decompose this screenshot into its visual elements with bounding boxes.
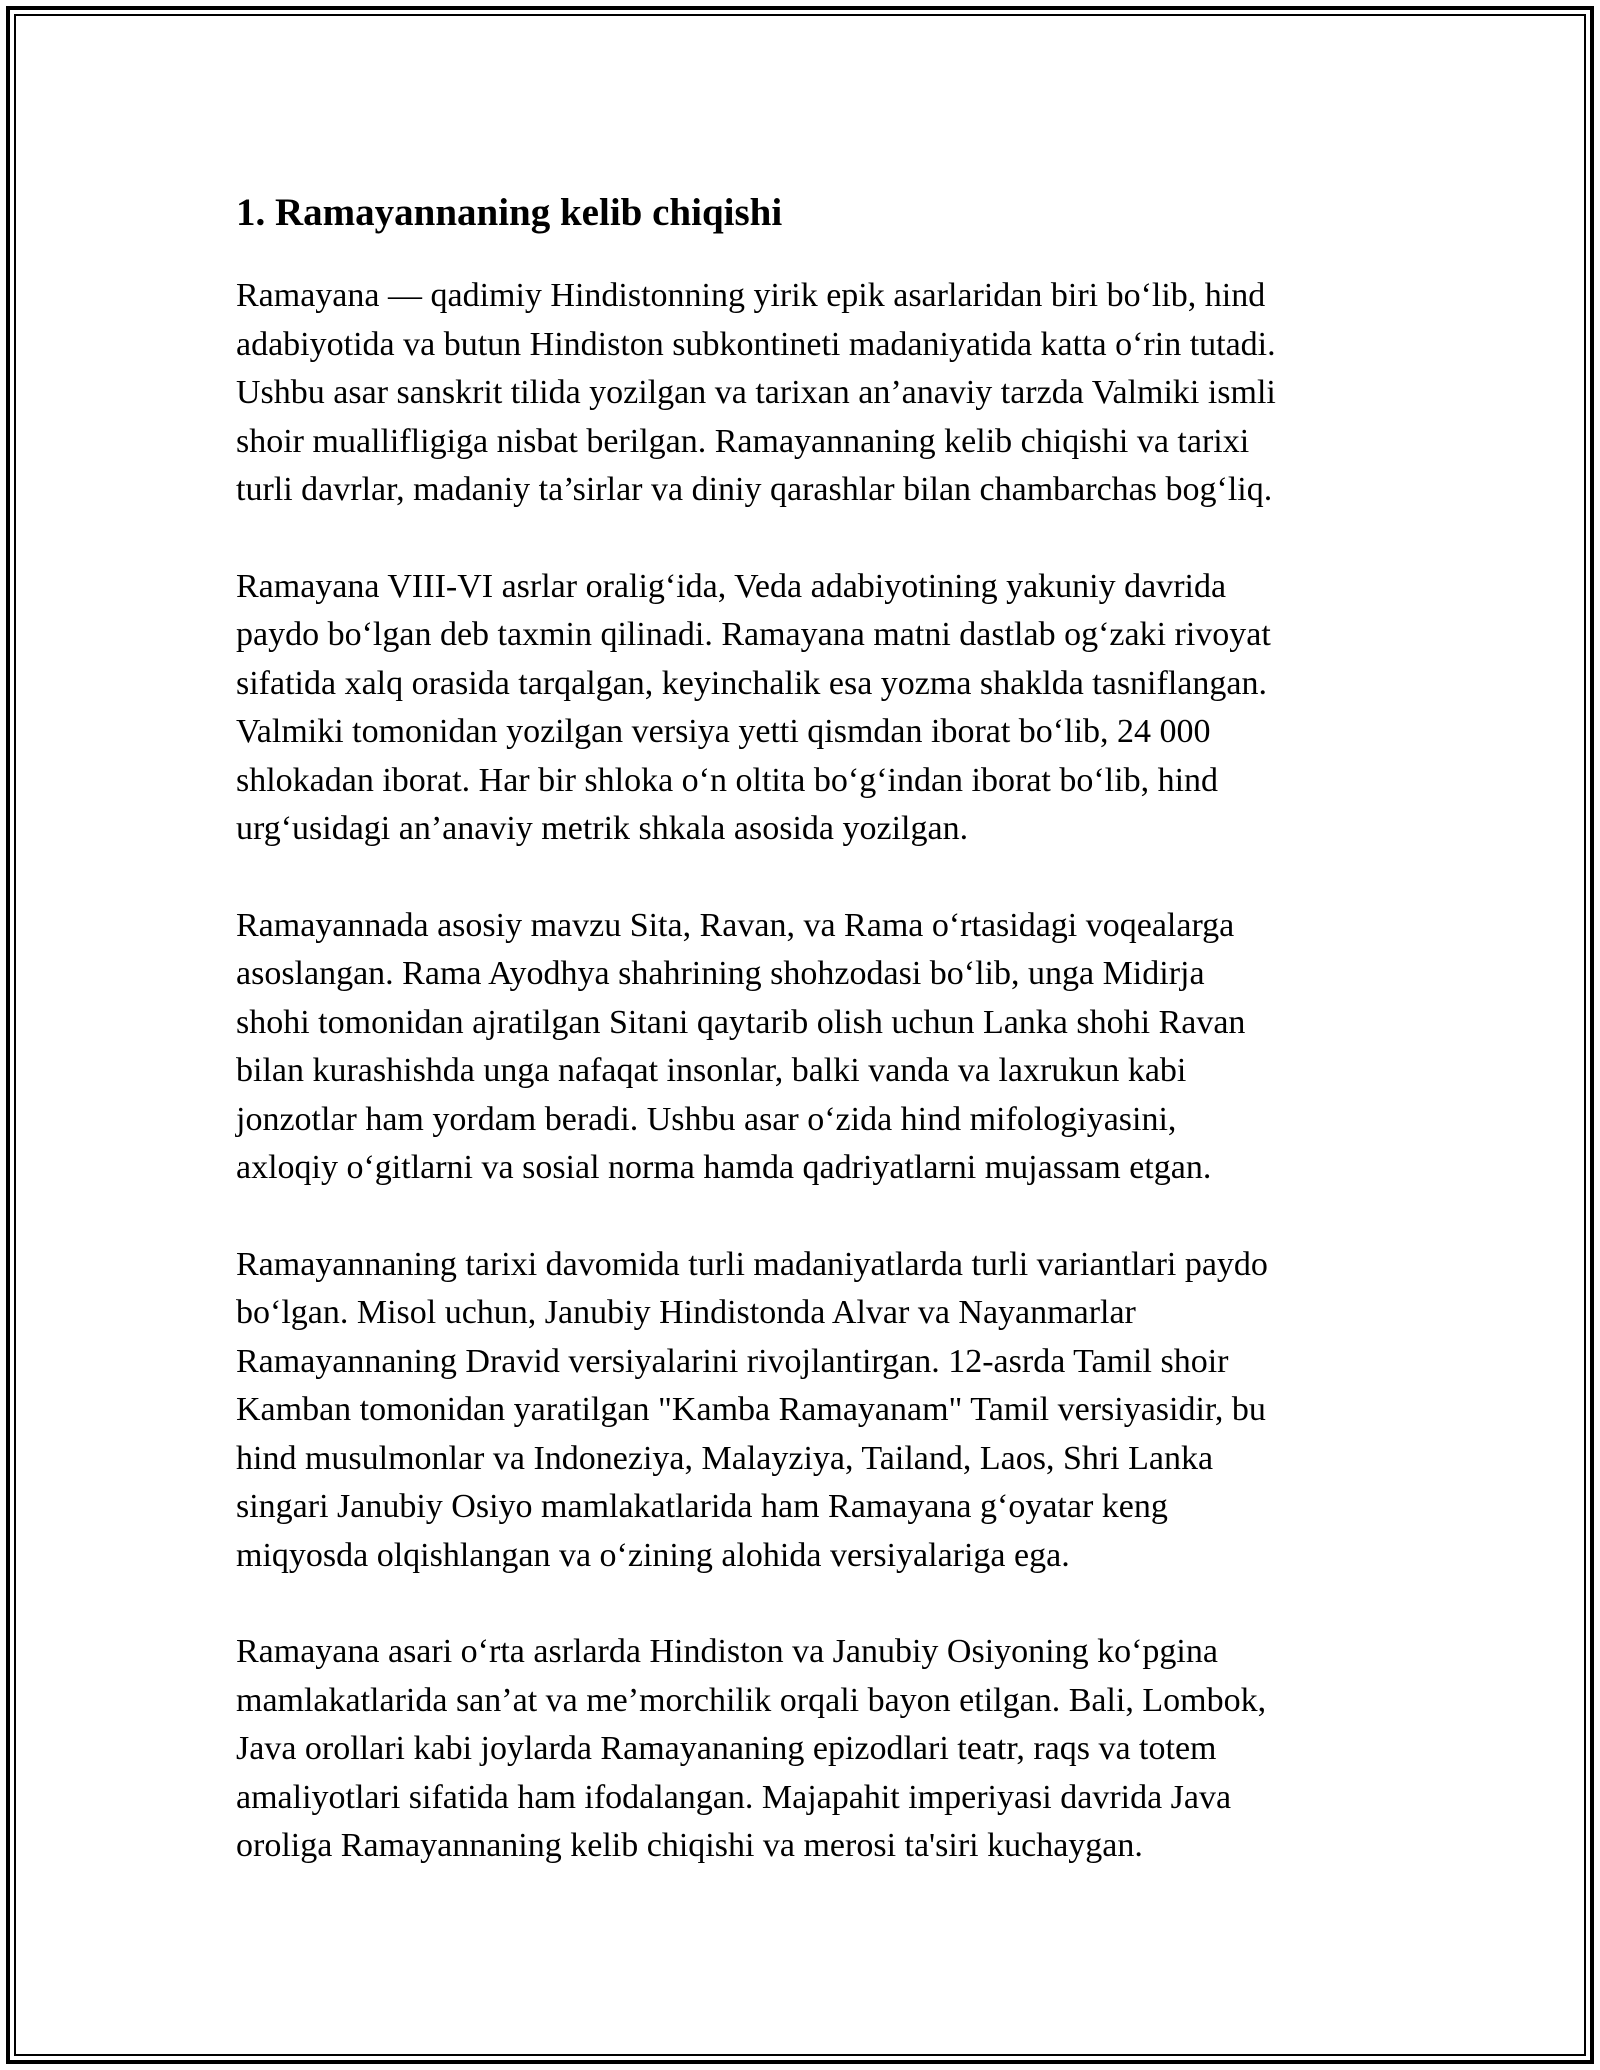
paragraph-1 — [236, 272, 1376, 515]
paragraph-5 — [236, 1628, 1376, 1871]
section-heading: 1. Ramayannaning kelib chiqishi — [236, 191, 783, 234]
document-body — [236, 184, 1376, 1919]
text-line: mamlakatlarida san’at va me’morchilik orqali bayon etilgan. Bali, Lombok, — [236, 1681, 1267, 1719]
text-line: shohi tomonidan ajratilgan Sitani qaytarib olish uchun Lanka shohi Ravan — [236, 1003, 1246, 1041]
text-line: bilan kurashishda unga nafaqat insonlar, balki vanda va laxrukun kabi — [236, 1052, 1187, 1089]
text-line: axloqiy o‘gitlarni va sosial norma hamda qadriyatlarni mujassam etgan. — [236, 1149, 1212, 1186]
text-line: sifatida xalq orasida tarqalgan, keyinchalik esa yozma shaklda tasniflangan. — [236, 664, 1267, 702]
text-line: shlokadan iborat. Har bir shloka o‘n oltita bo‘g‘indan iborat bo‘lib, hind — [236, 761, 1219, 799]
text-line: Ramayana asari o‘rta asrlarda Hindiston va Janubiy Osiyoning ko‘pgina — [236, 1633, 1218, 1670]
text-line: Valmiki tomonidan yozilgan versiya yetti qismdan iborat bo‘lib, 24 000 — [236, 713, 1211, 750]
text-line: Ramayannaning Dravid versiyalarini rivojlantirgan. 12-asrda Tamil shoir — [236, 1342, 1229, 1380]
text-line: adabiyotida va butun Hindiston subkontineti madaniyatida katta o‘rin tutadi. — [236, 325, 1276, 363]
text-line: miqyosda olqishlangan va o‘zining alohida versiyalariga ega. — [236, 1536, 1070, 1574]
text-line: oroliga Ramayannaning kelib chiqishi va merosi ta'siri kuchaygan. — [236, 1827, 1143, 1864]
text-line: Ramayana VIII-VI asrlar oralig‘ida, Veda adabiyotining yakuniy davrida — [236, 567, 1227, 605]
text-line: Ramayannada asosiy mavzu Sita, Ravan, va Rama o‘rtasidagi voqealarga — [236, 906, 1235, 944]
paragraph-2 — [236, 563, 1376, 854]
text-line: shoir muallifligiga nisbat berilgan. Ramayannaning kelib chiqishi va tarixi — [236, 422, 1250, 460]
text-line: Ushbu asar sanskrit tilida yozilgan va tarixan an’anaviy tarzda Valmiki ismli — [236, 374, 1276, 411]
text-line: hind musulmonlar va Indoneziya, Malayziya, Tailand, Laos, Shri Lanka — [236, 1439, 1214, 1477]
text-line: Ramayana — qadimiy Hindistonning yirik epik asarlaridan biri bo‘lib, hind — [236, 277, 1266, 314]
text-line: jonzotlar ham yordam beradi. Ushbu asar o‘zida hind mifologiyasini, — [236, 1100, 1177, 1138]
paragraph-3 — [236, 902, 1376, 1193]
text-line: Ramayannaning tarixi davomida turli madaniyatlarda turli variantlari paydo — [236, 1245, 1268, 1283]
text-line: Kamban tomonidan yaratilgan "Kamba Ramayanam" Tamil versiyasidir, bu — [236, 1391, 1266, 1428]
text-line: amaliyotlari sifatida ham ifodalangan. Majapahit imperiyasi davrida Java — [236, 1778, 1232, 1816]
text-line: paydo bo‘lgan deb taxmin qilinadi. Ramayana matni dastlab og‘zaki rivoyat — [236, 616, 1271, 653]
text-line: bo‘lgan. Misol uchun, Janubiy Hindistonda Alvar va Nayanmarlar — [236, 1294, 1136, 1331]
text-line: asoslangan. Rama Ayodhya shahrining shohzodasi bo‘lib, unga Midirja — [236, 955, 1205, 992]
text-line: singari Janubiy Osiyo mamlakatlarida ham Ramayana g‘oyatar keng — [236, 1488, 1168, 1525]
text-line: turli davrlar, madaniy ta’sirlar va diniy qarashlar bilan chambarchas bog‘liq. — [236, 471, 1273, 508]
text-line: Java orollari kabi joylarda Ramayananing epizodlari teatr, raqs va totem — [236, 1730, 1217, 1767]
paragraph-4 — [236, 1241, 1376, 1581]
text-line: urg‘usidagi an’anaviy metrik shkala asosida yozilgan. — [236, 810, 969, 847]
